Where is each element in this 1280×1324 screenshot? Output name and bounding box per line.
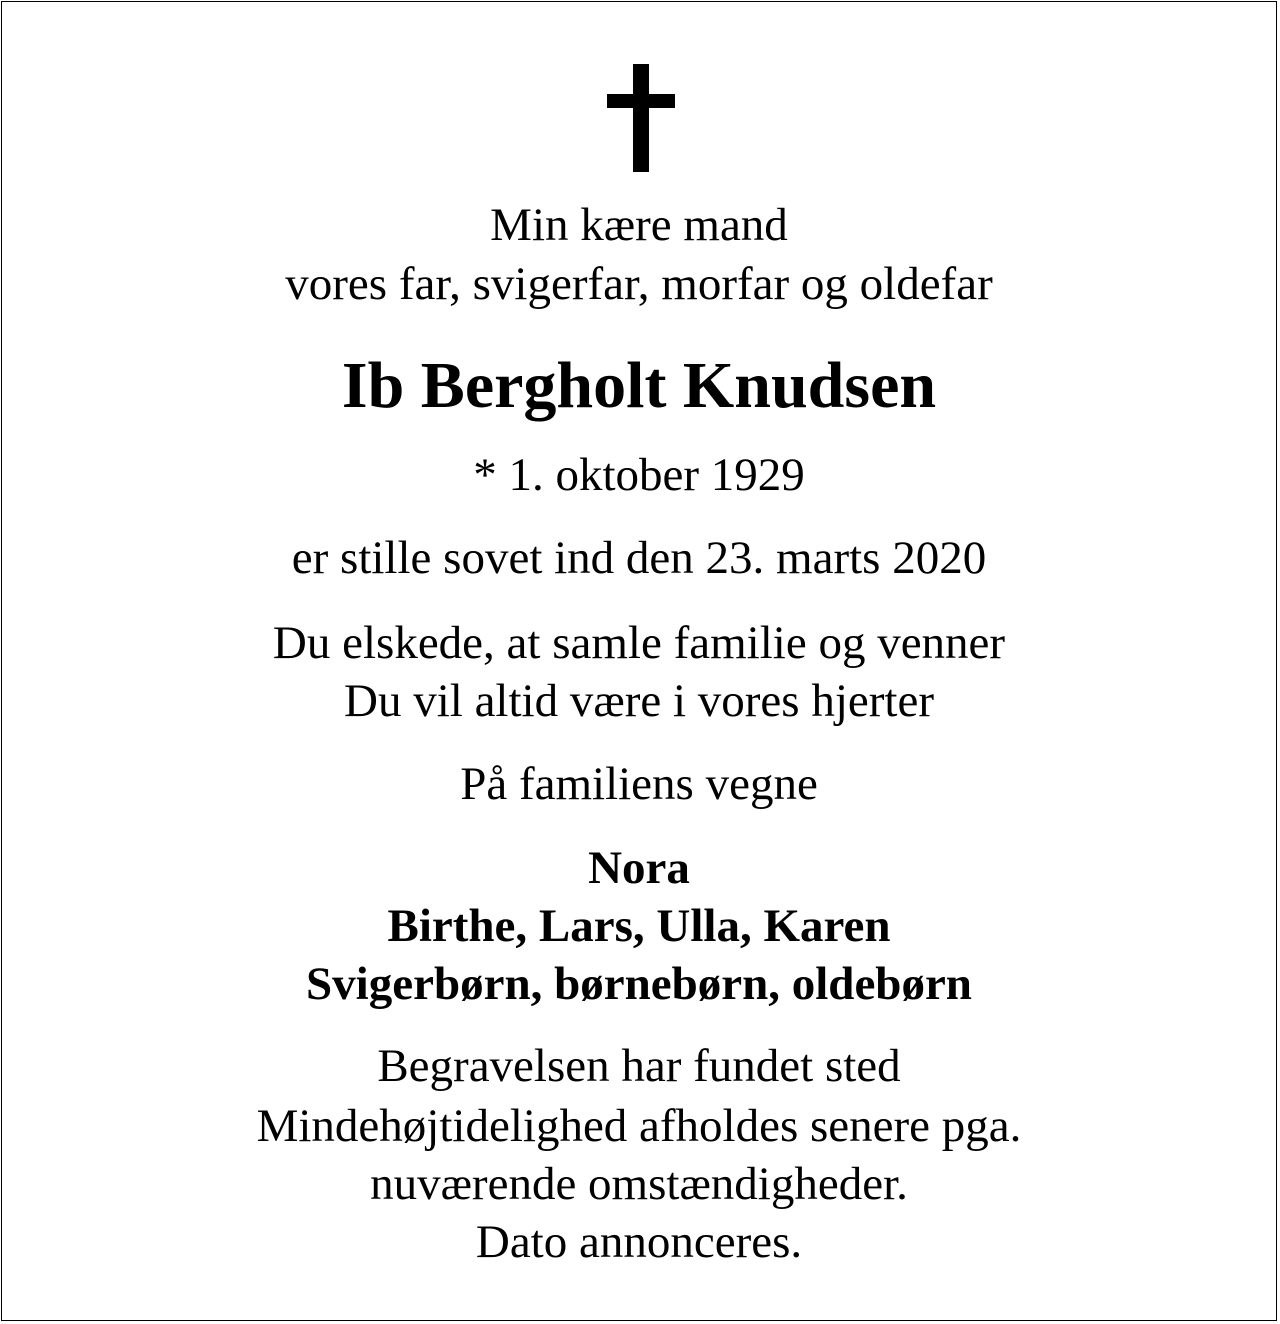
signer-line-2: Birthe, Lars, Ulla, Karen [387,900,891,952]
info-line-2: Mindehøjtidelighed afholdes senere pga. [256,1100,1022,1152]
obituary-notice [1,1,1277,1321]
intro-line-1: Min kære mand [490,199,788,251]
on-behalf: På familiens vegne [460,758,818,810]
signer-line-1: Nora [588,842,690,894]
deceased-name: Ib Bergholt Knudsen [341,349,937,422]
death-date: er stille sovet ind den 23. marts 2020 [291,532,987,584]
intro-line-2: vores far, svigerfar, morfar og oldefar [285,258,993,310]
cross-icon [607,64,675,172]
verse-line-1: Du elskede, at samle familie og venner [272,617,1006,669]
verse-line-2: Du vil altid være i vores hjerter [344,675,934,727]
signer-line-3: Svigerbørn, børnebørn, oldebørn [306,958,972,1010]
info-line-3: nuværende omstændigheder. [370,1158,908,1210]
birth-date: * 1. oktober 1929 [473,449,805,501]
info-line-1: Begravelsen har fundet sted [377,1040,901,1092]
info-line-4: Dato annonceres. [475,1216,803,1268]
